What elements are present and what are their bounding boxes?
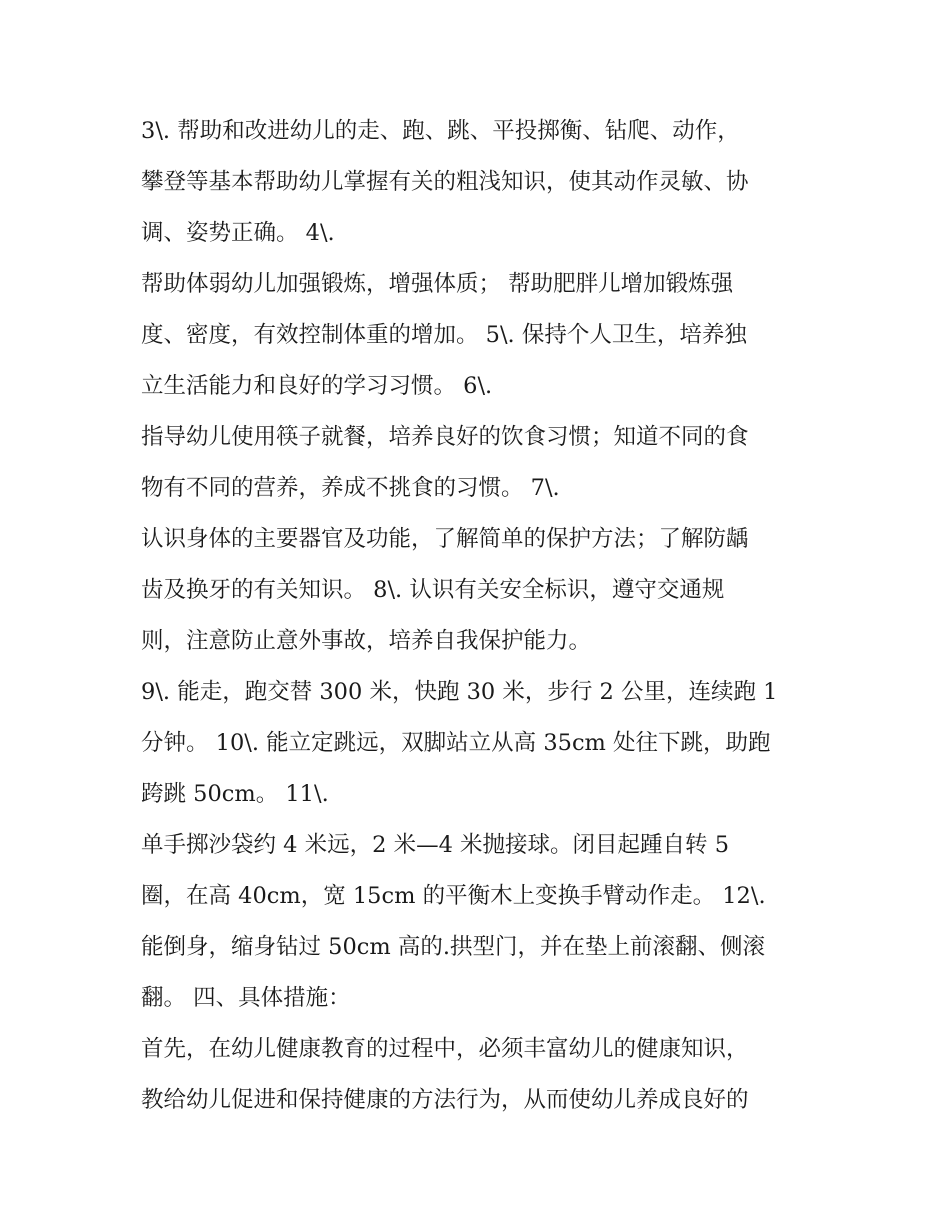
text-line: 跨跳 50cm。 11\. — [141, 781, 329, 807]
text-line: 攀登等基本帮助幼儿掌握有关的粗浅知识，使其动作灵敏、协 — [141, 169, 749, 195]
text-line: 则，注意防止意外事故，培养自我保护能力。 — [141, 628, 592, 654]
text-line: 帮助体弱幼儿加强锻炼，增强体质； 帮助肥胖儿增加锻炼强 — [141, 271, 734, 297]
section-heading-line: 翻。 四、具体措施： — [141, 985, 351, 1011]
text-line: 圈，在高 40cm，宽 15cm 的平衡木上变换手臂动作走。 12\. — [141, 883, 766, 909]
text-line: 首先，在幼儿健康教育的过程中，必须丰富幼儿的健康知识， — [141, 1036, 749, 1062]
text-line: 能倒身，缩身钻过 50cm 高的.拱型门，并在垫上前滚翻、侧滚 — [141, 934, 766, 960]
text-line: 教给幼儿促进和保持健康的方法行为，从而使幼儿养成良好的 — [141, 1087, 749, 1113]
text-line: 立生活能力和良好的学习习惯。 6\. — [141, 373, 493, 399]
text-line: 9\. 能走，跑交替 300 米，快跑 30 米，步行 2 公里，连续跑 1 — [141, 679, 778, 705]
text-line: 齿及换牙的有关知识。 8\. 认识有关安全标识，遵守交通规 — [141, 577, 725, 603]
document-body — [141, 106, 821, 1126]
text-line: 分钟。 10\. 能立定跳远，双脚站立从高 35cm 处往下跳，助跑 — [141, 730, 771, 756]
text-line: 度、密度，有效控制体重的增加。 5\. 保持个人卫生，培养独 — [141, 322, 747, 348]
text-line: 3\. 帮助和改进幼儿的走、跑、跳、平投掷衡、钻爬、动作， — [141, 118, 740, 144]
text-line: 认识身体的主要器官及功能，了解简单的保护方法；了解防龋 — [141, 526, 749, 552]
text-line: 调、姿势正确。 4\. — [141, 220, 335, 246]
text-line: 单手掷沙袋约 4 米远，2 米—4 米抛接球。闭目起踵自转 5 — [141, 832, 730, 858]
text-line: 指导幼儿使用筷子就餐，培养良好的饮食习惯；知道不同的食 — [141, 424, 749, 450]
text-line: 物有不同的营养，养成不挑食的习惯。 7\. — [141, 475, 560, 501]
